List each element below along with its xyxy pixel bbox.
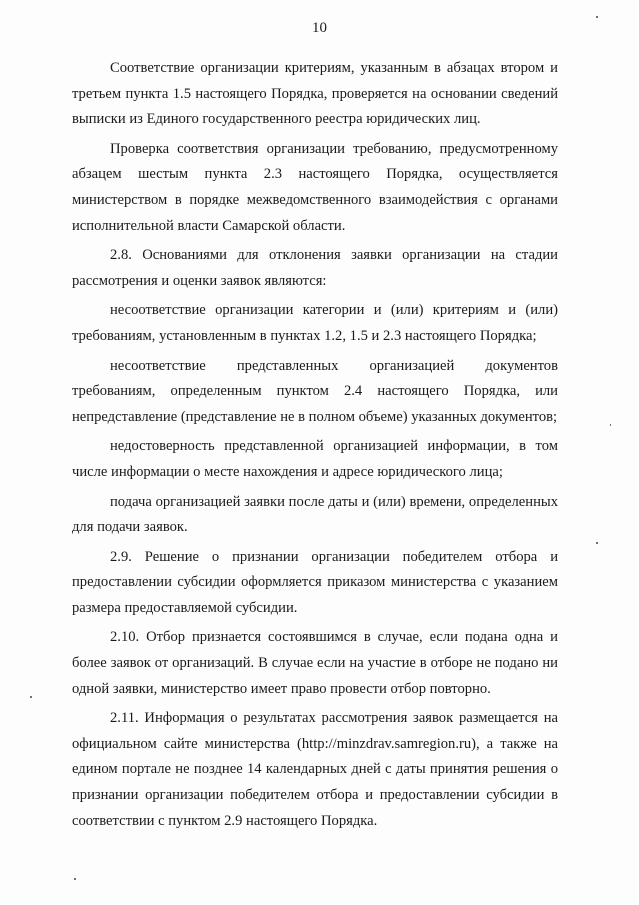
page-number: 10 — [312, 20, 327, 36]
paragraph-2-9-decision: 2.9. Решение о признании организации победителем отбора и предоставлении субсидии оформляется приказом министерства с указанием размера предоставляемой субсидии. — [72, 548, 558, 616]
paragraph-rejection-late-submission: подача организацией заявки после даты и (или) времени, определенных для подачи заявок. — [72, 493, 558, 536]
scan-speck — [596, 542, 598, 544]
document-body — [72, 56, 558, 834]
scan-speck — [596, 16, 598, 18]
paragraph-2-8-rejection-grounds: 2.8. Основаниями для отклонения заявки организации на стадии рассмотрения и оценки заявок являются: — [72, 247, 558, 289]
scan-speck — [30, 696, 32, 698]
paragraph-2-10-selection-valid: 2.10. Отбор признается состоявшимся в случае, если подана одна и более заявок от организаций. В случае если на участие в отборе не подано ни одной заявки, министерство имеет право провести отбор повторно. — [72, 629, 558, 697]
scan-speck — [610, 424, 611, 426]
paragraph-rejection-false-info: недостоверность представленной организацией информации, в том числе информации о месте нахождения и адресе юридического лица; — [72, 438, 558, 480]
paragraph-criteria-check: Соответствие организации критериям, указанным в абзацах втором и третьем пункта 1.5 настоящего Порядка, проверяется на основании сведений выписки из Единого государственного реестра юридических лиц. — [72, 60, 558, 128]
paragraph-rejection-nonconformity: несоответствие организации категории и (или) критериям и (или) требованиям, установленным в пунктах 1.2, 1.5 и 2.3 настоящего Порядка; — [72, 302, 558, 344]
paragraph-requirement-check: Проверка соответствия организации требованию, предусмотренному абзацем шестым пункта 2.3 настоящего Порядка, осуществляется министерством в порядке межведомственного взаимодействия с органами исполнительной власти Самарской области. — [72, 140, 558, 234]
paragraph-rejection-documents: несоответствие представленных организацией документов требованиям, определенным пунктом 2.4 настоящего Порядка, или непредставление (представление не в полном объеме) указанных документов; — [72, 357, 558, 425]
paragraph-2-11-results-publication: 2.11. Информация о результатах рассмотрения заявок размещается на официальном сайте министерства (http://minzdrav.samregion.ru), а также на едином портале не позднее 14 календарных дней с даты принятия решения о признании организации победителем отбора и предоставлении субсидии в соответствии с пунктом 2.9 настоящего Порядка. — [72, 710, 558, 829]
scan-speck — [74, 878, 76, 880]
